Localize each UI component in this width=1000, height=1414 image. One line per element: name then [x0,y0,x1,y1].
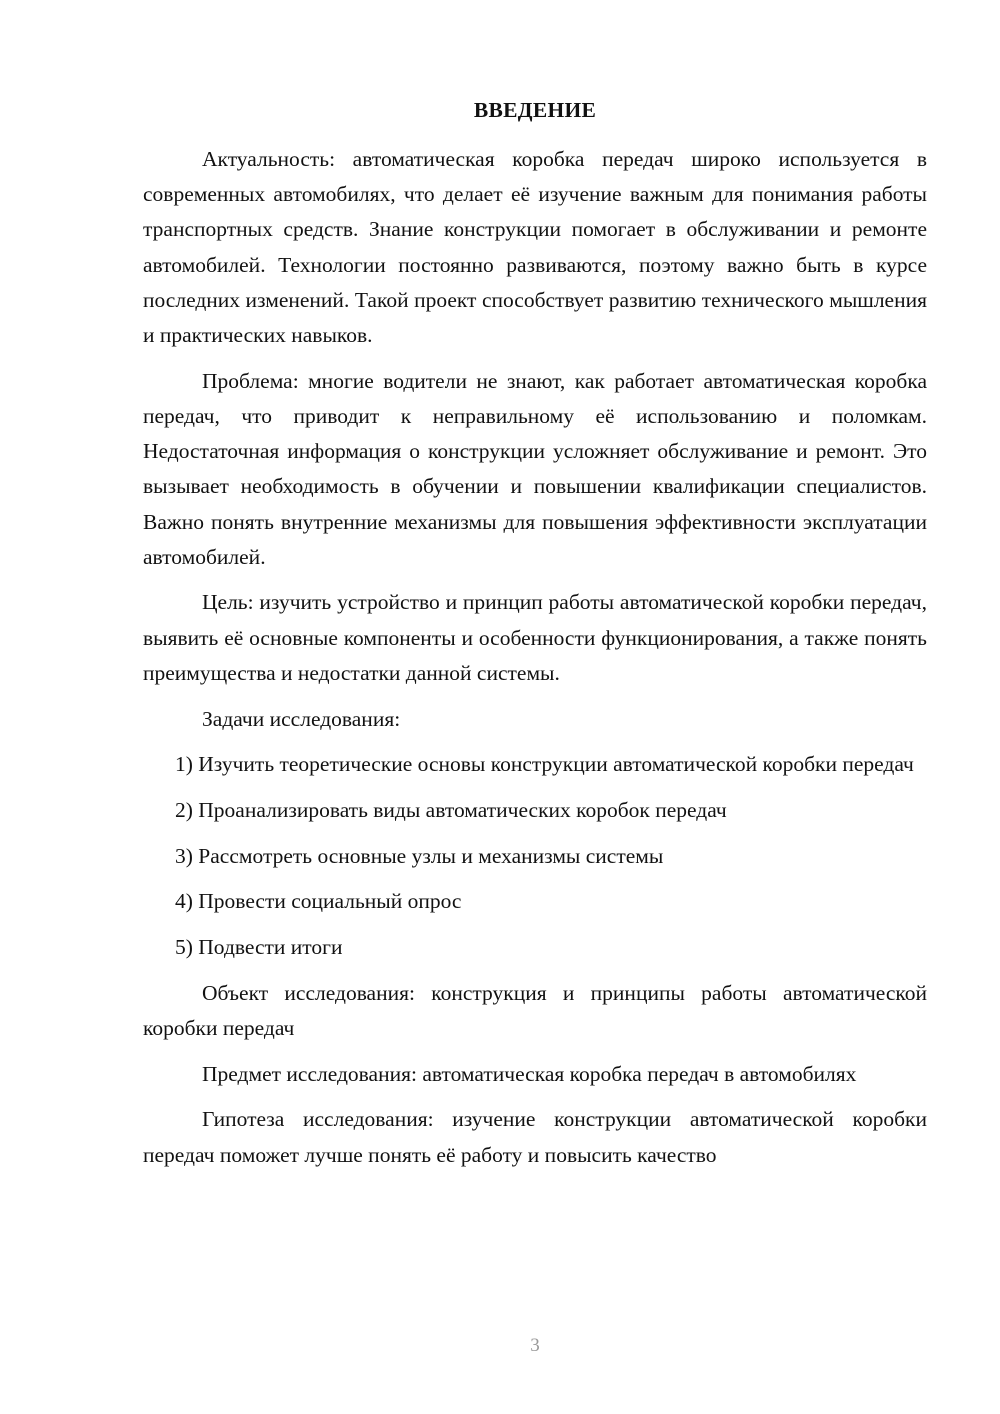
task-item-2: 2) Проанализировать виды автоматических коробок передач [175,797,727,822]
task-item-3: 3) Рассмотреть основные узлы и механизмы системы [175,843,664,868]
page-number: 3 [530,1335,540,1356]
paragraph-hypothesis: Гипотеза исследования: изучение конструкции автоматической коробки передач поможет лучше понять её работу и повысить качество [143,1107,927,1167]
task-item-4: 4) Провести социальный опрос [175,889,462,914]
task-item-5: 5) Подвести итоги [175,935,343,960]
paragraph-object: Объект исследования: конструкция и принципы работы автоматической коробки передач [143,980,927,1040]
tasks-title: Задачи исследования: [202,706,401,731]
paragraph-subject: Предмет исследования: автоматическая коробка передач в автомобилях [202,1061,857,1086]
paragraph-relevance: Актуальность: автоматическая коробка передач широко используется в современных автомобилях, что делает её изучение важным для понимания работы транспортных средств. Знание конструкции помогает в обслуживании и ремонте автомобилей. Технологии постоянно развиваются, поэтому важно быть в курсе последних изменений. Такой проект способствует развитию технического мышления и практических навыков. [143,147,927,348]
paragraph-goal: Цель: изучить устройство и принцип работы автоматической коробки передач, выявить её основные компоненты и особенности функционирования, а также понять преимущества и недостатки данной системы. [143,590,927,685]
paragraph-problem: Проблема: многие водители не знают, как работает автоматическая коробка передач, что приводит к неправильному её использованию и поломкам. Недостаточная информация о конструкции усложняет обслуживание и ремонт. Это вызывает необходимость в обучении и повышении квалификации специалистов. Важно понять внутренние механизмы для повышения эффективности эксплуатации автомобилей. [143,368,927,569]
document-body [143,142,927,1183]
page-heading: ВВЕДЕНИЕ [473,98,597,122]
task-item-1: 1) Изучить теоретические основы конструкции автоматической коробки передач [175,752,914,777]
